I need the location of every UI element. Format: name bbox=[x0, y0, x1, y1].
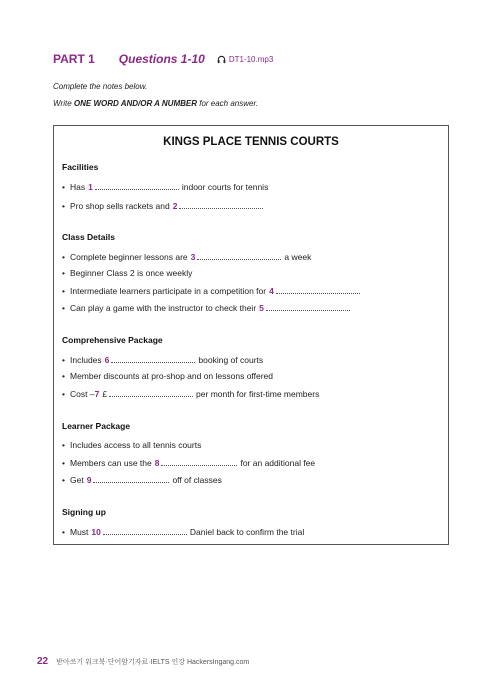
answer-blank-1[interactable] bbox=[95, 181, 179, 190]
notes-title: KINGS PLACE TENNIS COURTS bbox=[163, 136, 339, 148]
note-item bbox=[62, 268, 192, 278]
currency-symbol: £ bbox=[102, 389, 108, 399]
question-number-9: 9 bbox=[86, 475, 92, 485]
note-text: Must bbox=[70, 527, 89, 537]
question-number-1: 1 bbox=[88, 182, 93, 192]
bullet: • bbox=[62, 268, 65, 278]
note-text: booking of courts bbox=[198, 355, 264, 365]
note-text: Daniel back to confirm the trial bbox=[189, 527, 305, 537]
question-number-10: 10 bbox=[91, 527, 101, 537]
footer-text: 받아쓰기 워크북·단어암기자료·IELTS 인강 HackersIngang.com bbox=[56, 659, 250, 666]
page-number: 22 bbox=[37, 656, 49, 667]
note-text: Beginner Class 2 is once weekly bbox=[70, 268, 193, 278]
note-text: Members can use the bbox=[70, 458, 152, 468]
heading-class-details: Class Details bbox=[62, 232, 115, 242]
answer-blank-2[interactable] bbox=[179, 200, 263, 209]
note-text: Includes bbox=[70, 355, 102, 365]
note-text: Get bbox=[70, 475, 84, 485]
bullet: • bbox=[62, 389, 65, 399]
question-number-6: 6 bbox=[104, 355, 110, 365]
bullet: • bbox=[62, 303, 65, 313]
note-item-q1 bbox=[62, 181, 268, 192]
note-item-q9 bbox=[62, 474, 222, 485]
answer-blank-10[interactable] bbox=[103, 526, 187, 535]
headphones-icon bbox=[217, 55, 226, 64]
note-item-q5 bbox=[62, 302, 353, 313]
note-item-q10 bbox=[62, 526, 304, 537]
instruction-complete-notes: Complete the notes below. bbox=[53, 82, 148, 91]
part-label: PART 1 bbox=[53, 52, 95, 66]
bullet: • bbox=[62, 355, 65, 365]
answer-blank-4[interactable] bbox=[276, 285, 360, 294]
note-item-q3 bbox=[62, 251, 311, 262]
instruction-word-limit bbox=[53, 99, 258, 108]
bullet: • bbox=[62, 252, 65, 262]
bullet: • bbox=[62, 286, 65, 296]
answer-blank-9[interactable] bbox=[93, 474, 169, 483]
note-text: Intermediate learners participate in a competition for bbox=[70, 286, 267, 296]
answer-blank-7[interactable] bbox=[109, 388, 193, 397]
section-header bbox=[53, 52, 273, 66]
note-item-q2 bbox=[62, 200, 266, 211]
note-item-q7 bbox=[62, 388, 319, 399]
bullet: • bbox=[62, 440, 65, 450]
heading-comprehensive-package: Comprehensive Package bbox=[62, 335, 163, 345]
heading-facilities: Facilities bbox=[62, 162, 99, 172]
note-text: Pro shop sells rackets and bbox=[70, 201, 170, 211]
audio-track[interactable] bbox=[217, 55, 273, 64]
notes-box bbox=[53, 125, 449, 545]
question-number-3: 3 bbox=[190, 252, 196, 262]
question-number-4: 4 bbox=[269, 286, 274, 296]
note-text: for an additional fee bbox=[240, 458, 316, 468]
page-footer bbox=[37, 656, 249, 667]
note-item bbox=[62, 440, 201, 450]
instruction-word-limit-bold: ONE WORD AND/OR A NUMBER bbox=[73, 99, 197, 108]
question-number-5: 5 bbox=[259, 303, 264, 313]
answer-blank-5[interactable] bbox=[266, 302, 350, 311]
answer-blank-6[interactable] bbox=[111, 354, 195, 363]
note-item-q6 bbox=[62, 354, 263, 365]
bullet: • bbox=[62, 458, 65, 468]
bullet: • bbox=[62, 201, 65, 211]
note-text: per month for first-time members bbox=[196, 389, 320, 399]
note-item-q4 bbox=[62, 285, 363, 296]
note-text: Complete beginner lessons are bbox=[70, 252, 188, 262]
note-text: Has bbox=[70, 182, 86, 192]
bullet: • bbox=[62, 371, 65, 381]
note-text: Cost – bbox=[70, 389, 95, 399]
question-number-2: 2 bbox=[172, 201, 178, 211]
bullet: • bbox=[62, 527, 65, 537]
answer-blank-8[interactable] bbox=[161, 457, 237, 466]
bullet: • bbox=[62, 475, 65, 485]
instruction-prefix: Write bbox=[53, 99, 74, 108]
bullet: • bbox=[62, 182, 65, 192]
heading-signing-up: Signing up bbox=[62, 507, 106, 517]
note-text: Includes access to all tennis courts bbox=[70, 440, 202, 450]
note-text: Can play a game with the instructor to check their bbox=[70, 303, 257, 313]
note-text: off of classes bbox=[172, 475, 222, 485]
note-item bbox=[62, 371, 273, 381]
question-number-7: 7 bbox=[94, 389, 100, 399]
audio-filename: DT1-10.mp3 bbox=[228, 54, 274, 64]
note-text: a week bbox=[284, 252, 312, 262]
questions-range: Questions 1-10 bbox=[118, 52, 205, 66]
heading-learner-package: Learner Package bbox=[62, 421, 131, 431]
answer-blank-3[interactable] bbox=[197, 251, 281, 260]
question-number-8: 8 bbox=[154, 458, 160, 468]
note-item-q8 bbox=[62, 457, 315, 468]
instruction-suffix: for each answer. bbox=[197, 99, 259, 108]
note-text: Member discounts at pro-shop and on lessons offered bbox=[70, 371, 274, 381]
note-text: indoor courts for tennis bbox=[181, 182, 269, 192]
